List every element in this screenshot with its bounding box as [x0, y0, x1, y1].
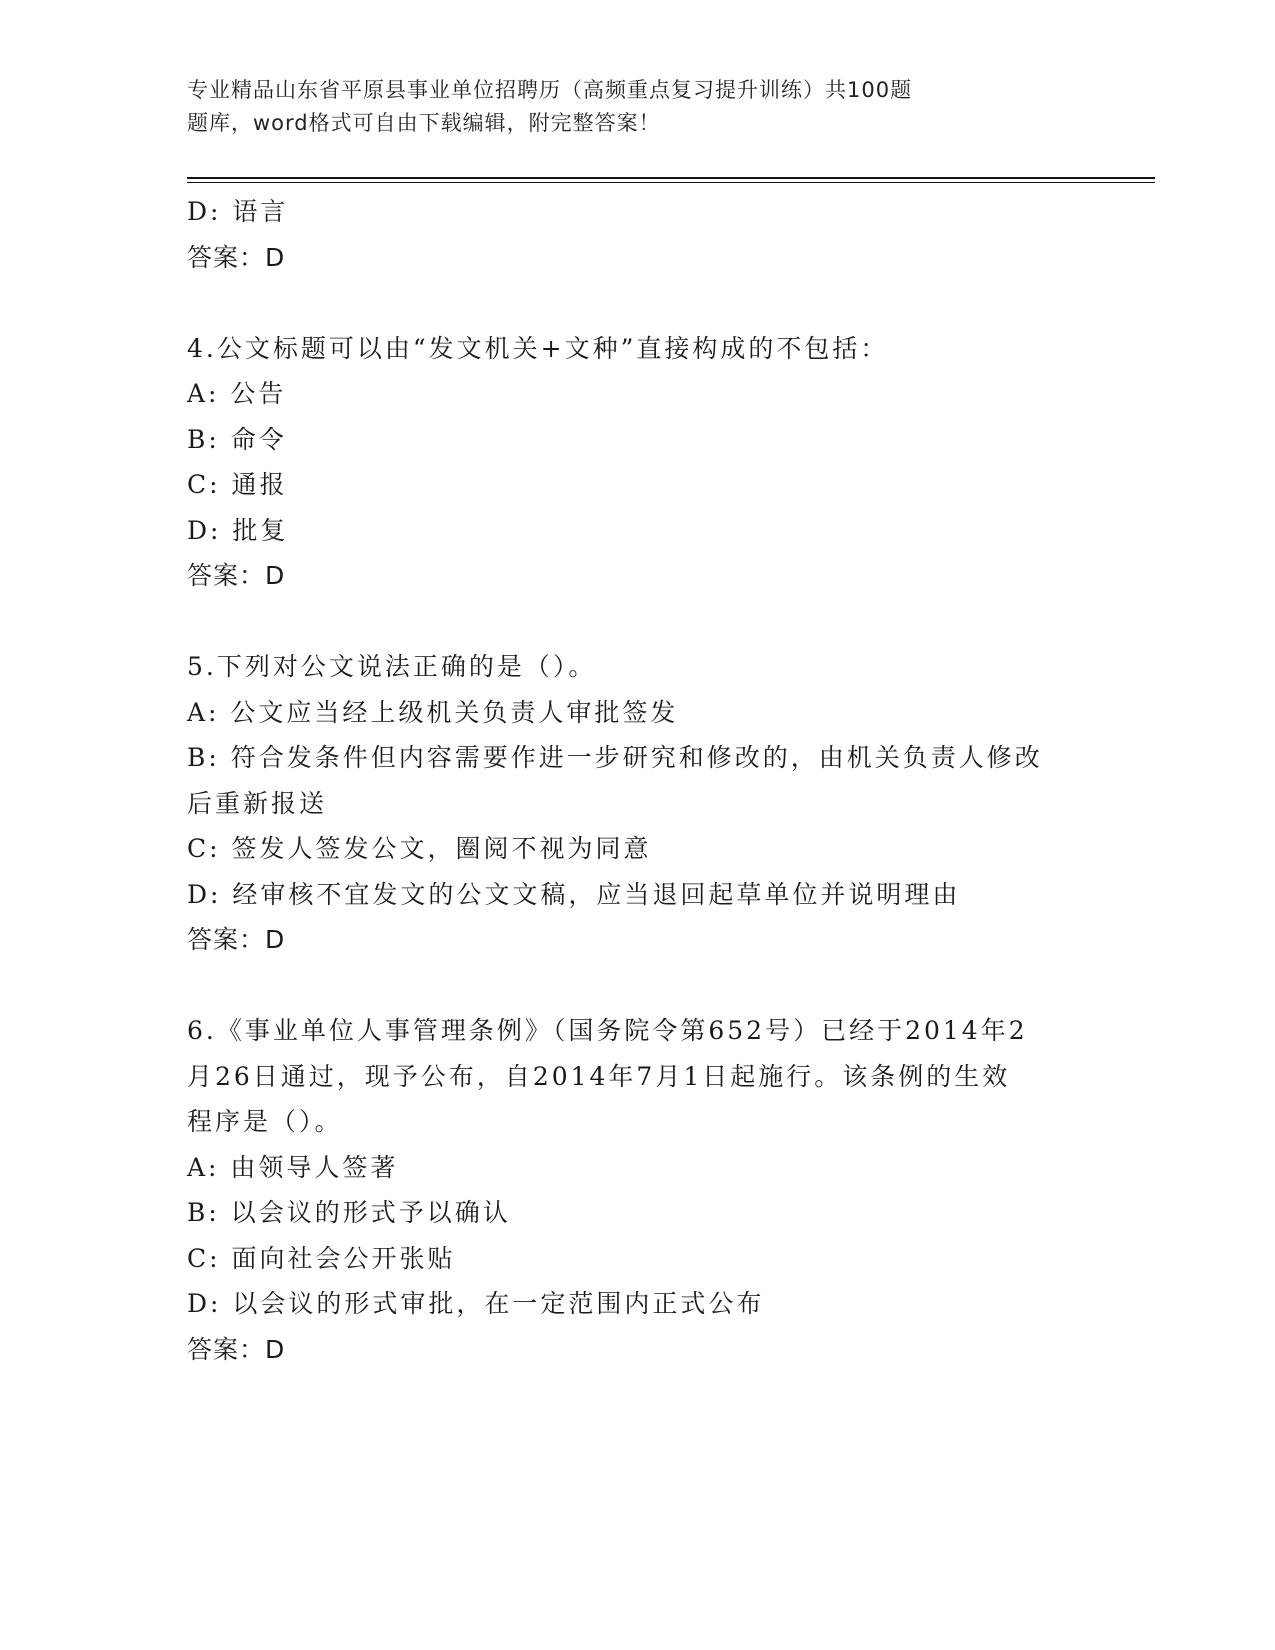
q4-answer: 答案：D [187, 561, 286, 590]
q5-option-a: A: 公文应当经上级机关负责人审批签发 [187, 697, 679, 727]
spacer [187, 280, 1087, 326]
spacer [187, 963, 1087, 1009]
q4-question: 4.公文标题可以由“发文机关+文种”直接构成的不包括： [187, 333, 889, 363]
q4-option-d: D: 批复 [187, 515, 289, 545]
q6-answer: 答案：D [187, 1334, 286, 1364]
document-header [187, 74, 1027, 140]
q6-option-c: C: 面向社会公开张贴 [187, 1243, 456, 1273]
q6-option-b: B: 以会议的形式予以确认 [187, 1198, 511, 1227]
q5-option-b-line1: B: 符合发条件但内容需要作进一步研究和修改的，由机关负责人修改 [187, 743, 1043, 772]
q4-option-c: C: 通报 [187, 470, 288, 499]
header-divider-thin [187, 182, 1155, 183]
q4-option-a: A: 公告 [187, 379, 287, 408]
q5-answer: 答案：D [187, 925, 286, 954]
spacer [187, 599, 1087, 645]
q5-option-d: D: 经审核不宜发文的公文文稿，应当退回起草单位并说明理由 [187, 879, 961, 909]
q6-option-a: A: 由领导人签著 [187, 1152, 399, 1182]
header-divider-thick [187, 177, 1155, 179]
q6-question-line1: 6.《事业单位人事管理条例》（国务院令第652号）已经于2014年2 [187, 1016, 1028, 1045]
header-line-1: 专业精品山东省平原县事业单位招聘历（高频重点复习提升训练）共100题 [187, 78, 913, 102]
q4-option-b: B: 命令 [187, 424, 287, 454]
prev-option-d: D: 语言 [187, 197, 289, 226]
q5-question: 5.下列对公文说法正确的是（）。 [187, 652, 597, 681]
q6-question-line3: 程序是（）。 [187, 1107, 343, 1136]
question-content [187, 189, 1087, 1372]
prev-answer: 答案：D [187, 242, 286, 272]
header-line-2: 题库，word格式可自由下载编辑，附完整答案！ [187, 111, 661, 135]
q5-option-c: C: 签发人签发公文，圈阅不视为同意 [187, 834, 652, 863]
q6-option-d: D: 以会议的形式审批，在一定范围内正式公布 [187, 1289, 765, 1318]
q6-question-line2: 月26日通过，现予公布，自2014年7月1日起施行。该条例的生效 [187, 1061, 1011, 1091]
q5-option-b-line2: 后重新报送 [187, 788, 328, 818]
